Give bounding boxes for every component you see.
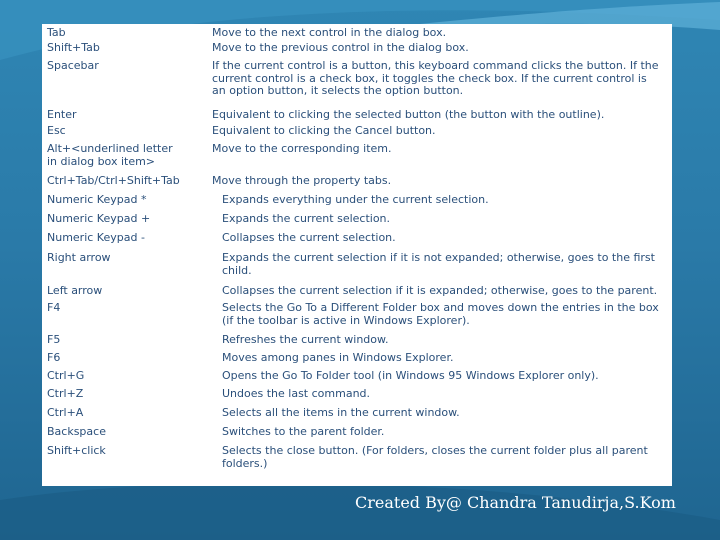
footer-credit: Created By@ Chandra Tanudirja,S.Kom xyxy=(355,493,676,512)
shortcut-description: Collapses the current selection if it is expanded; otherwise, goes to the parent. xyxy=(222,284,658,297)
shortcut-key: Numeric Keypad - xyxy=(47,231,145,244)
shortcut-key: Enter xyxy=(47,108,77,121)
shortcut-key: F4 xyxy=(47,301,61,314)
shortcut-key: Ctrl+A xyxy=(47,406,84,419)
shortcut-description: Expands the current selection if it is not expanded; otherwise, goes to the first child. xyxy=(222,251,655,277)
shortcut-key: Numeric Keypad * xyxy=(47,193,147,206)
shortcut-description: Selects the close button. (For folders, closes the current folder plus all parent folders.) xyxy=(222,444,648,470)
shortcut-description: Collapses the current selection. xyxy=(222,231,396,244)
shortcut-description: Equivalent to clicking the selected button (the button with the outline). xyxy=(212,108,605,121)
shortcut-key: Ctrl+Z xyxy=(47,387,84,400)
shortcut-key: Shift+click xyxy=(47,444,106,457)
shortcut-key: Numeric Keypad + xyxy=(47,212,151,225)
shortcut-key: Backspace xyxy=(47,425,106,438)
shortcut-description: Selects all the items in the current window. xyxy=(222,406,460,419)
shortcut-key: F6 xyxy=(47,351,61,364)
shortcut-description: If the current control is a button, this keyboard command clicks the button. If the current control is a check box, it toggles the check box. If the current control is an option button, it selects the option button. xyxy=(212,59,659,97)
shortcut-description: Undoes the last command. xyxy=(222,387,371,400)
shortcut-description: Equivalent to clicking the Cancel button. xyxy=(212,124,436,137)
shortcut-description: Move to the previous control in the dialog box. xyxy=(212,41,469,54)
shortcut-key: Right arrow xyxy=(47,251,111,264)
shortcut-description: Opens the Go To Folder tool (in Windows 95 Windows Explorer only). xyxy=(222,369,599,382)
shortcut-key: Ctrl+Tab/Ctrl+Shift+Tab xyxy=(47,174,180,187)
shortcut-description: Switches to the parent folder. xyxy=(222,425,385,438)
shortcut-description: Expands everything under the current selection. xyxy=(222,193,489,206)
shortcut-description: Move to the corresponding item. xyxy=(212,142,392,155)
shortcut-key: Tab xyxy=(47,26,66,39)
shortcut-description: Refreshes the current window. xyxy=(222,333,389,346)
shortcut-key: Shift+Tab xyxy=(47,41,100,54)
shortcut-key: F5 xyxy=(47,333,61,346)
shortcut-description: Expands the current selection. xyxy=(222,212,391,225)
shortcut-description: Moves among panes in Windows Explorer. xyxy=(222,351,454,364)
shortcut-description: Move to the next control in the dialog box. xyxy=(212,26,447,39)
shortcut-key: Ctrl+G xyxy=(47,369,85,382)
shortcut-key: Left arrow xyxy=(47,284,103,297)
shortcut-key: Spacebar xyxy=(47,59,99,72)
shortcut-description: Selects the Go To a Different Folder box and moves down the entries in the box (if the toolbar is active in Windows Explorer). xyxy=(222,301,659,327)
shortcut-key: Esc xyxy=(47,124,66,137)
shortcut-description: Move through the property tabs. xyxy=(212,174,392,187)
shortcut-key: Alt+<underlined letter in dialog box item> xyxy=(47,142,173,168)
shortcut-table xyxy=(42,24,672,486)
